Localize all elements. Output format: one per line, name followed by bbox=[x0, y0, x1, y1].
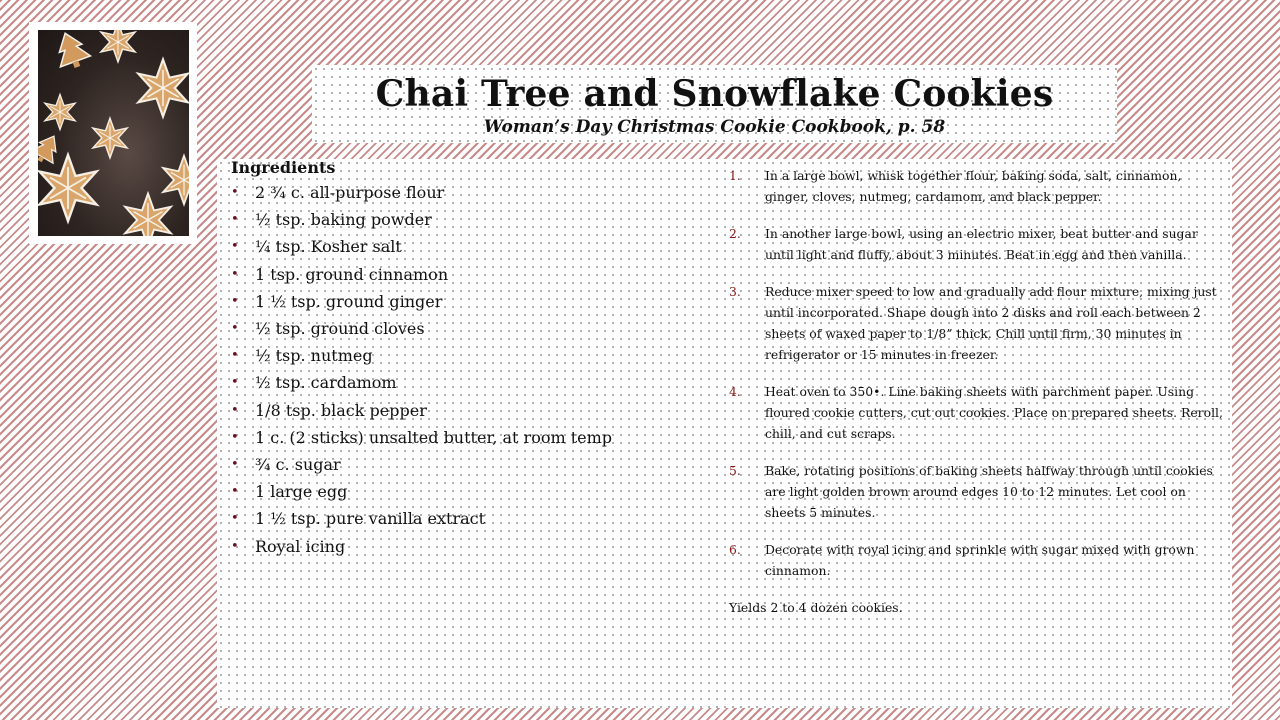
ingredient-item bbox=[231, 424, 701, 451]
ingredient-item bbox=[231, 315, 701, 342]
step-number: 3. bbox=[729, 284, 741, 299]
directions-list bbox=[729, 165, 1223, 581]
step-text: In a large bowl, whisk together flour, baking soda, salt, cinnamon, ginger, cloves, nutmeg, cardamom, and black pepper. bbox=[765, 168, 1182, 204]
ingredient-item bbox=[231, 505, 701, 532]
cookie-photo bbox=[38, 30, 189, 236]
step-text: Reduce mixer speed to low and gradually add flour mixture, mixing just until incorporated. Shape dough into 2 disks and roll each between 2 sheets of waxed paper to 1/8” thick. Chill until firm, 30 minutes in refrigerator or 15 minutes in freezer. bbox=[765, 284, 1217, 362]
bullet-icon: • bbox=[231, 212, 239, 228]
bullet-icon: • bbox=[231, 321, 239, 337]
step-number: 1. bbox=[729, 168, 741, 183]
bullet-icon: • bbox=[231, 484, 239, 500]
ingredient-item bbox=[231, 206, 701, 233]
ingredient-text: Royal icing bbox=[255, 536, 346, 556]
bullet-icon: • bbox=[231, 266, 239, 282]
step-number: 2. bbox=[729, 226, 741, 241]
ingredients-section bbox=[231, 159, 701, 560]
ingredient-text: ½ tsp. cardamom bbox=[255, 373, 397, 393]
ingredient-item bbox=[231, 261, 701, 288]
step-text: Heat oven to 350•. Line baking sheets with parchment paper. Using floured cookie cutters, cut out cookies. Place on prepared sheets. Reroll, chill, and cut scraps. bbox=[765, 384, 1223, 441]
step-number: 4. bbox=[729, 384, 741, 399]
ingredient-item bbox=[231, 451, 701, 478]
directions-section bbox=[729, 165, 1223, 618]
cookie-photo-icon bbox=[38, 30, 189, 236]
bullet-icon: • bbox=[231, 375, 239, 391]
ingredient-item bbox=[231, 288, 701, 315]
ingredient-text: 1 tsp. ground cinnamon bbox=[255, 264, 449, 284]
ingredient-item bbox=[231, 369, 701, 396]
step-text: In another large bowl, using an electric mixer, beat butter and sugar until light and fluffy, about 3 minutes. Beat in egg and then vanilla. bbox=[765, 226, 1198, 262]
ingredient-text: ½ tsp. baking powder bbox=[255, 210, 432, 230]
ingredient-text: 1 ½ tsp. ground ginger bbox=[255, 291, 443, 311]
ingredient-text: 1 ½ tsp. pure vanilla extract bbox=[255, 509, 486, 529]
ingredient-text: ¼ tsp. Kosher salt bbox=[255, 237, 402, 257]
recipe-panel bbox=[217, 159, 1232, 708]
ingredients-list bbox=[231, 179, 701, 560]
bullet-icon: • bbox=[231, 429, 239, 445]
ingredient-item bbox=[231, 179, 701, 206]
step-number: 5. bbox=[729, 463, 741, 478]
bullet-icon: • bbox=[231, 457, 239, 473]
recipe-title: Chai Tree and Snowflake Cookies bbox=[375, 73, 1054, 115]
ingredient-item bbox=[231, 397, 701, 424]
bullet-icon: • bbox=[231, 239, 239, 255]
direction-step bbox=[729, 539, 1223, 581]
step-text: Decorate with royal icing and sprinkle with sugar mixed with grown cinnamon. bbox=[765, 542, 1195, 578]
ingredient-item bbox=[231, 478, 701, 505]
title-box bbox=[312, 65, 1117, 143]
step-text: Bake, rotating positions of baking sheets halfway through until cookies are light golden brown around edges 10 to 12 minutes. Let cool on sheets 5 minutes. bbox=[765, 463, 1213, 520]
photo-frame bbox=[29, 22, 197, 244]
ingredient-text: 1 large egg bbox=[255, 482, 348, 502]
ingredient-item bbox=[231, 533, 701, 560]
yield-note: Yields 2 to 4 dozen cookies. bbox=[729, 600, 903, 615]
bullet-icon: • bbox=[231, 293, 239, 309]
bullet-icon: • bbox=[231, 511, 239, 527]
direction-step bbox=[729, 381, 1223, 444]
bullet-icon: • bbox=[231, 402, 239, 418]
ingredient-item bbox=[231, 233, 701, 260]
step-number: 6. bbox=[729, 542, 741, 557]
direction-step bbox=[729, 223, 1223, 265]
ingredient-text: ½ tsp. ground cloves bbox=[255, 319, 425, 339]
ingredient-text: 1/8 tsp. black pepper bbox=[255, 400, 427, 420]
ingredient-text: 1 c. (2 sticks) unsalted butter, at room temp bbox=[255, 427, 613, 447]
ingredient-text: ½ tsp. nutmeg bbox=[255, 346, 373, 366]
direction-step bbox=[729, 460, 1223, 523]
ingredients-heading: Ingredients bbox=[231, 158, 336, 177]
bullet-icon: • bbox=[231, 538, 239, 554]
recipe-source: Woman’s Day Christmas Cookie Cookbook, p. 58 bbox=[483, 117, 946, 137]
ingredient-text: 2 ¾ c. all-purpose flour bbox=[255, 183, 445, 202]
bullet-icon: • bbox=[231, 185, 239, 200]
direction-step bbox=[729, 281, 1223, 365]
direction-step bbox=[729, 165, 1223, 207]
ingredient-text: ¾ c. sugar bbox=[255, 455, 341, 475]
ingredient-item bbox=[231, 342, 701, 369]
bullet-icon: • bbox=[231, 348, 239, 364]
